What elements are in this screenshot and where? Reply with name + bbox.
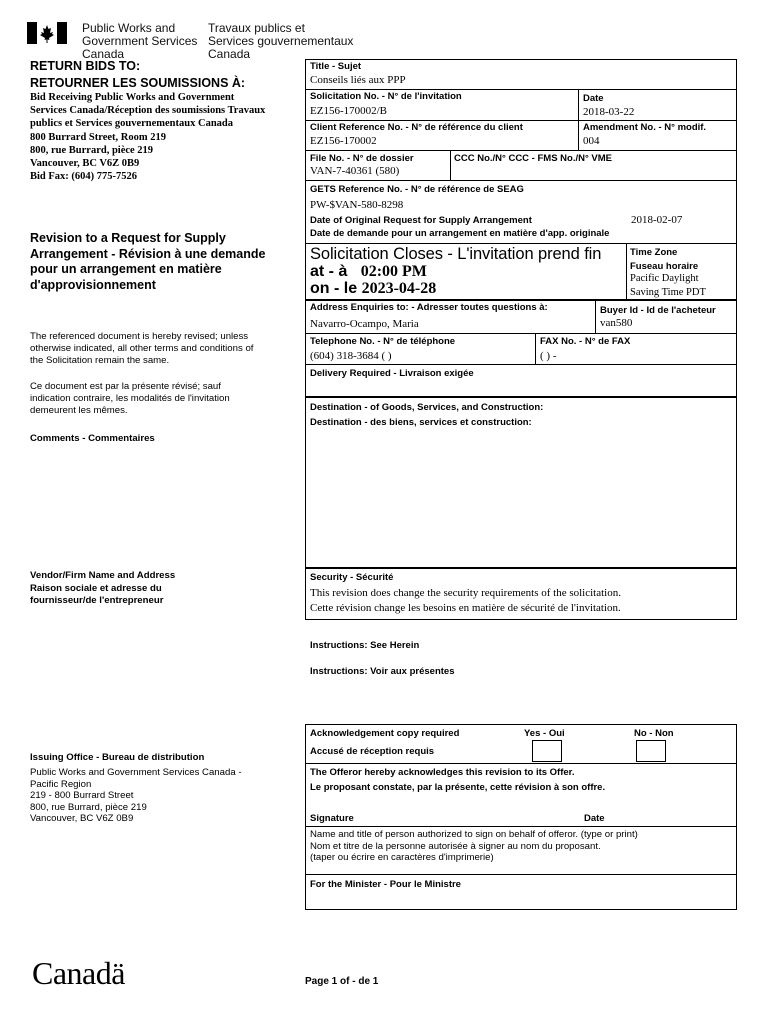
amendment-value: 004 xyxy=(583,135,600,147)
signature-date-label: Date xyxy=(584,813,605,824)
date-label: Date xyxy=(583,93,604,104)
client-ref-value: EZ156-170002 xyxy=(310,135,377,147)
offeror-ack-en: The Offeror hereby acknowledges this revision to its Offer. xyxy=(310,767,575,778)
amendment-label: Amendment No. - N° modif. xyxy=(583,122,707,133)
security-fr: Cette révision change les besoins en matière de sécurité de l'invitation. xyxy=(310,602,621,614)
title-value: Conseils liés aux PPP xyxy=(310,74,406,86)
revision-title: Revision to a Request for Supply Arrangement - Révision à une demande pour un arrangement en matière d'approvisionnement xyxy=(30,231,266,292)
file-value: VAN-7-40361 (580) xyxy=(310,165,400,177)
canada-wordmark: Canadä xyxy=(32,955,125,991)
offeror-ack-fr: Le proposant constate, par la présente, cette révision à son offre. xyxy=(310,782,606,793)
solicitation-value: EZ156-170002/B xyxy=(310,105,387,117)
fax-value: ( ) - xyxy=(540,350,557,362)
destination-label-en: Destination - of Goods, Services, and Construction: xyxy=(310,402,544,413)
telephone-label: Telephone No. - N° de téléphone xyxy=(310,336,456,347)
issuing-office-title: Issuing Office - Bureau de distribution xyxy=(30,752,205,763)
solicitation-label: Solicitation No. - N° de l'invitation xyxy=(310,91,462,102)
yes-checkbox[interactable] xyxy=(532,740,562,762)
gets-label: GETS Reference No. - N° de référence de SEAG xyxy=(310,184,524,195)
enquiries-value: Navarro-Ocampo, Maria xyxy=(310,318,419,330)
time-zone-label: Time Zone Fuseau horaire xyxy=(630,247,699,272)
comments-label: Comments - Commentaires xyxy=(30,433,155,444)
time-zone-value: Pacific Daylight Saving Time PDT xyxy=(630,273,706,298)
return-bids-heading: RETURN BIDS TO: RETOURNER LES SOUMISSIONS À: xyxy=(30,59,246,90)
buyer-id-label: Buyer Id - Id de l'acheteur xyxy=(600,305,716,316)
buyer-id-value: van580 xyxy=(600,317,633,329)
signature-label: Signature xyxy=(310,813,354,824)
vendor-label: Vendor/Firm Name and Address Raison sociale et adresse du fournisseur/de l'entrepreneur xyxy=(30,570,176,606)
enquiries-label: Address Enquiries to: - Adresser toutes questions à: xyxy=(310,302,548,313)
title-label: Title - Sujet xyxy=(310,61,362,72)
security-en: This revision does change the security requirements of the solicitation. xyxy=(310,587,621,599)
no-label: No - Non xyxy=(634,728,674,739)
ack-label: Acknowledgement copy required xyxy=(310,728,460,739)
telephone-value: (604) 318-3684 ( ) xyxy=(310,350,392,362)
file-label: File No. - N° de dossier xyxy=(310,153,414,164)
original-request-date: 2018-02-07 xyxy=(631,214,683,226)
ccc-label: CCC No./N° CCC - FMS No./N° VME xyxy=(454,153,613,164)
no-checkbox[interactable] xyxy=(636,740,666,762)
delivery-required-label: Delivery Required - Livraison exigée xyxy=(310,368,474,379)
page-number: Page 1 of - de 1 xyxy=(305,976,379,987)
original-request-label-fr: Date de demande pour un arrangement en matière d'app. originale xyxy=(310,228,610,239)
bid-receiving-address: Bid Receiving Public Works and Government Services Canada/Réception des soumissions Travaux publics et Services gouvernementaux Canada 800 Burrard Street, Room 219 800, rue Burrard, pièce 219 Vancouver, BC V6Z 0B9 Bid Fax: (604) 775-7526 xyxy=(30,92,266,183)
name-title-instructions: Name and title of person authorized to sign on behalf of offeror. (type or print) Nom et titre de la personne autorisée à signer au nom du proposant. (taper ou écrire en caractères d'imprimerie) xyxy=(310,829,638,863)
for-the-minister: For the Minister - Pour le Ministre xyxy=(310,879,461,890)
department-name-en: Public Works and Government Services Canada xyxy=(82,21,198,61)
revision-notice-fr: Ce document est par la présente révisé; sauf indication contraire, les modalités de l'invitation demeurent les mêmes. xyxy=(30,381,230,416)
department-name-fr: Travaux publics et Services gouvernementaux Canada xyxy=(208,21,354,61)
gets-value: PW-$VAN-580-8298 xyxy=(310,199,404,211)
fax-label: FAX No. - N° de FAX xyxy=(540,336,631,347)
client-ref-label: Client Reference No. - N° de référence du client xyxy=(310,122,523,133)
solicitation-closes: Solicitation Closes - L'invitation prend fin at - à 02:00 PM on - le 2023-04-28 xyxy=(310,245,602,297)
instructions-en: Instructions: See Herein xyxy=(310,640,420,651)
yes-label: Yes - Oui xyxy=(524,728,565,739)
issuing-office-address: Public Works and Government Services Canada - Pacific Region 219 - 800 Burrard Street 800, rue Burrard, pièce 219 Vancouver, BC V6Z 0B9 xyxy=(30,767,242,824)
canada-flag-icon xyxy=(27,22,67,44)
security-label: Security - Sécurité xyxy=(310,572,394,583)
original-request-label-en: Date of Original Request for Supply Arrangement xyxy=(310,215,532,226)
signature-line xyxy=(305,826,737,827)
instructions-fr: Instructions: Voir aux présentes xyxy=(310,666,455,677)
revision-notice-en: The referenced document is hereby revised; unless otherwise indicated, all other terms and conditions of the Solicitation remain the same. xyxy=(30,331,254,366)
date-value: 2018-03-22 xyxy=(583,106,635,118)
ack-label-fr: Accusé de réception requis xyxy=(310,746,435,757)
destination-label-fr: Destination - des biens, services et construction: xyxy=(310,417,532,428)
